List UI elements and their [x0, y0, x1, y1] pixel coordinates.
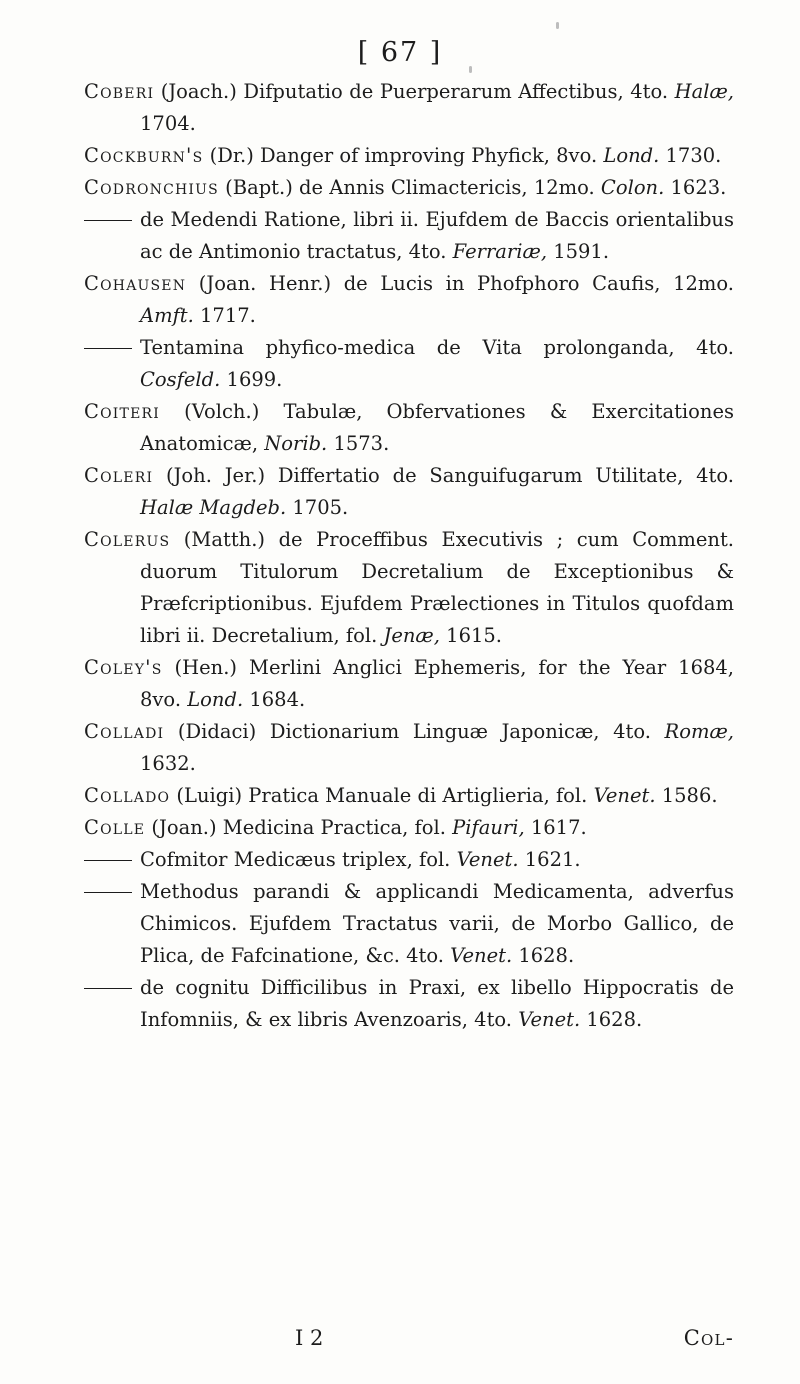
catchword: Col-: [683, 1326, 734, 1350]
entry-year: 1573.: [327, 432, 390, 455]
paper-speck: [556, 22, 559, 29]
entry-text: (Luigi) Pratica Manuale di Artiglieria, fol.: [170, 784, 594, 807]
entry-year: 1717.: [193, 304, 256, 327]
entry-text: (Matth.) de Proceffibus Executivis ; cum Comment. duorum Titulorum Decretalium de Exceptionibus & Præfcriptionibus. Ejufdem Prælectiones in Titulos quofdam libri ii. Decretalium, fol.: [140, 528, 734, 647]
entry-place: Venet.: [456, 848, 519, 871]
entry-colle-3: [84, 876, 734, 972]
entry-coberi: [84, 76, 734, 140]
entry-text: (Didaci) Dictionarium Linguæ Japonicæ, 4to.: [164, 720, 665, 743]
entry-text: (Joh. Jer.) Differtatio de Sanguifugarum Utilitate, 4to.: [153, 464, 734, 487]
ditto-dash: [84, 860, 132, 861]
bibliography-entries: [84, 76, 734, 1036]
entry-colle: [84, 812, 734, 844]
entry-place: Halæ Magdeb.: [140, 496, 287, 519]
entry-text: (Bapt.) de Annis Climactericis, 12mo.: [218, 176, 601, 199]
entry-year: 1617.: [524, 816, 587, 839]
entry-text: de Medendi Ratione, libri ii. Ejufdem de Baccis orientalibus ac de Antimonio tractatus, 4to.: [140, 208, 734, 263]
entry-place: Ferrariæ,: [452, 240, 548, 263]
entry-cohausen: [84, 268, 734, 332]
entry-place: Colon.: [600, 176, 665, 199]
entry-place: Pifauri,: [452, 816, 525, 839]
entry-author: Colladi: [84, 720, 165, 743]
entry-author: Codronchius: [84, 176, 219, 199]
entry-cohausen-2: [84, 332, 734, 396]
entry-colle-2: [84, 844, 734, 876]
entry-year: 1623.: [664, 176, 727, 199]
entry-year: 1705.: [286, 496, 349, 519]
entry-year: 1730.: [659, 144, 722, 167]
entry-text: (Dr.) Danger of improving Phyfick, 8vo.: [203, 144, 604, 167]
entry-colle-4: [84, 972, 734, 1036]
entry-author: Collado: [84, 784, 171, 807]
ditto-dash: [84, 348, 132, 349]
entry-coleri: [84, 460, 734, 524]
entry-coley: [84, 652, 734, 716]
entry-text: (Joan.) Medicina Practica, fol.: [145, 816, 453, 839]
entry-year: 1699.: [220, 368, 283, 391]
entry-year: 1628.: [512, 944, 575, 967]
entry-author: Coley's: [84, 656, 163, 679]
entry-colerus: [84, 524, 734, 652]
signature-mark: I 2: [295, 1326, 324, 1350]
entry-place: Cosfeld.: [140, 368, 221, 391]
ditto-dash: [84, 988, 132, 989]
entry-place: Lond.: [187, 688, 244, 711]
entry-year: 1684.: [243, 688, 306, 711]
page-number: [ 67 ]: [357, 37, 443, 68]
entry-text: Cofmitor Medicæus triplex, fol.: [140, 848, 457, 871]
entry-colladi: [84, 716, 734, 780]
entry-author: Coiteri: [84, 400, 160, 423]
entry-place: Venet.: [518, 1008, 581, 1031]
entry-text: Tentamina phyfico-medica de Vita prolonganda, 4to.: [140, 336, 734, 359]
entry-place: Romæ,: [664, 720, 734, 743]
entry-year: 1621.: [518, 848, 581, 871]
entry-author: Colerus: [84, 528, 171, 551]
entry-text: Methodus parandi & applicandi Medicamenta, adverfus Chimicos. Ejufdem Tractatus varii, de Morbo Gallico, de Plica, de Fafcinatione, &c. 4to.: [140, 880, 734, 967]
entry-place: Amft.: [140, 304, 194, 327]
entry-year: 1615.: [439, 624, 502, 647]
entry-codronchius-2: [84, 204, 734, 268]
entry-place: Norib.: [264, 432, 328, 455]
entry-year: 1591.: [547, 240, 610, 263]
ditto-dash: [84, 892, 132, 893]
entry-cockburn: [84, 140, 734, 172]
entry-place: Venet.: [450, 944, 513, 967]
ditto-dash: [84, 220, 132, 221]
entry-place: Lond.: [603, 144, 660, 167]
entry-author: Colle: [84, 816, 146, 839]
entry-author: Coleri: [84, 464, 154, 487]
entry-year: 1704.: [140, 112, 196, 135]
entry-year: 1628.: [580, 1008, 643, 1031]
entry-place: Venet.: [593, 784, 656, 807]
entry-text: (Hen.) Merlini Anglici Ephemeris, for the Year 1684, 8vo.: [140, 656, 734, 711]
entry-place: Jenæ,: [383, 624, 440, 647]
entry-author: Cockburn's: [84, 144, 204, 167]
entry-collado: [84, 780, 734, 812]
entry-year: 1586.: [655, 784, 718, 807]
entry-coiteri: [84, 396, 734, 460]
entry-place: Halæ,: [674, 80, 734, 103]
entry-text: (Joach.) Difputatio de Puerperarum Affectibus, 4to.: [154, 80, 675, 103]
entry-codronchius: [84, 172, 734, 204]
entry-year: 1632.: [140, 752, 196, 775]
entry-author: Coberi: [84, 80, 155, 103]
entry-text: (Joan. Henr.) de Lucis in Phofphoro Caufis, 12mo.: [186, 272, 734, 295]
entry-text: (Volch.) Tabulæ, Obfervationes & Exercitationes Anatomicæ,: [140, 400, 734, 455]
entry-author: Cohausen: [84, 272, 187, 295]
entry-text: de cognitu Difficilibus in Praxi, ex libello Hippocratis de Infomniis, & ex libris Avenzoaris, 4to.: [140, 976, 734, 1031]
